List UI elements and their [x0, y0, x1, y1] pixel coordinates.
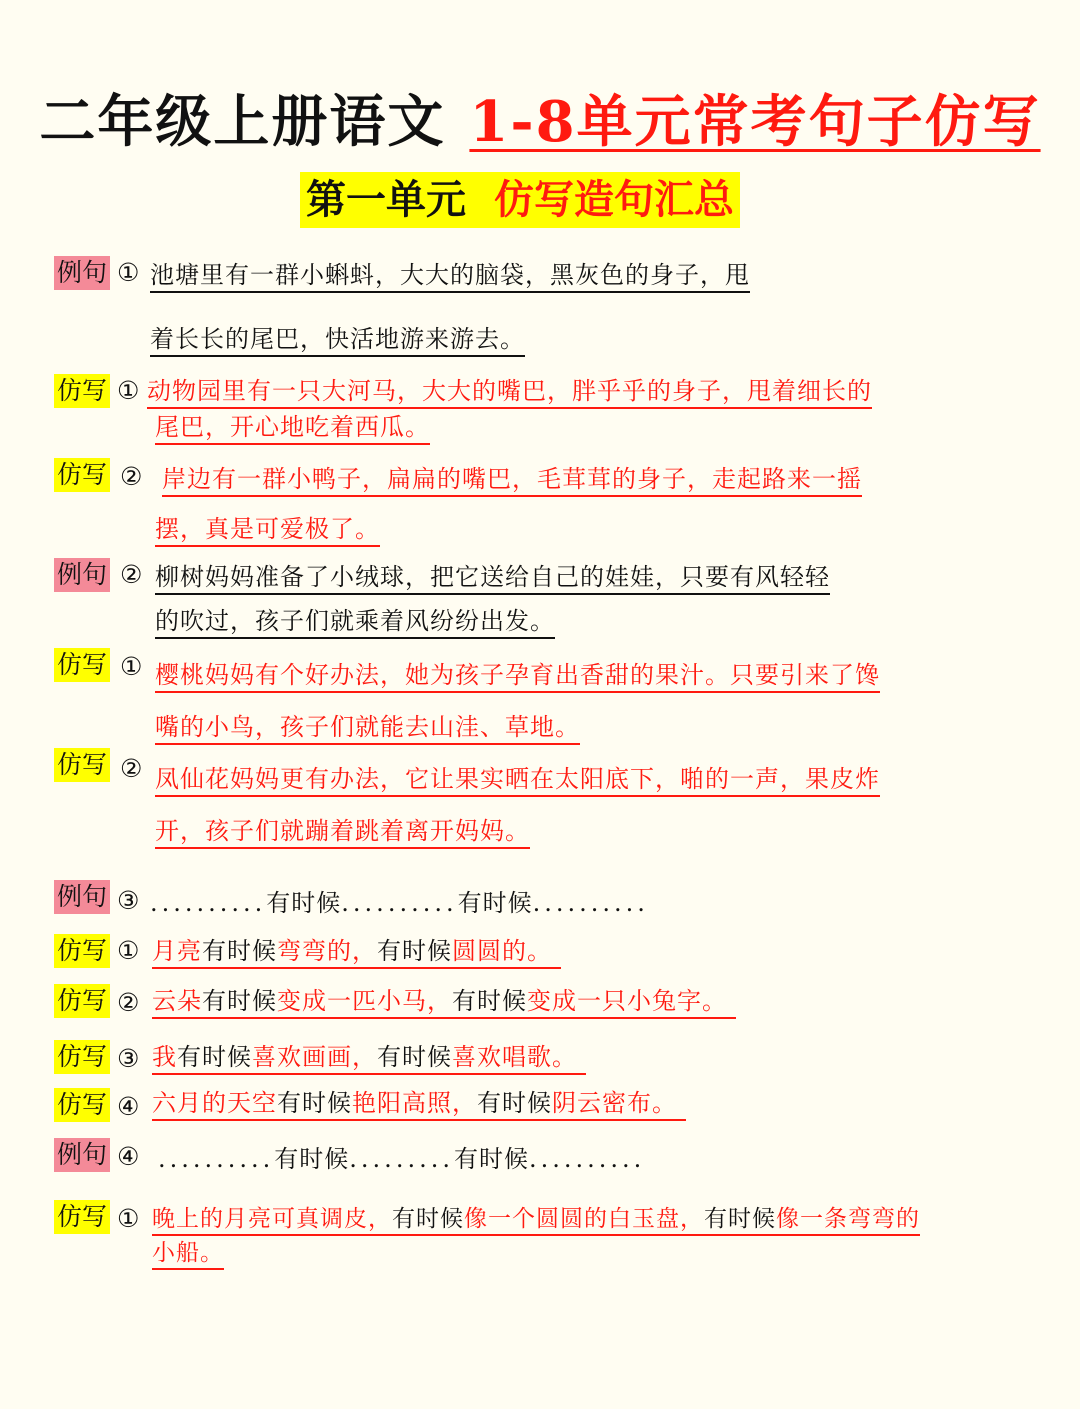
imitation-1-1-line-1: 动物园里有一只大河马，大大的嘴巴，胖乎乎的身子，甩着细长的 [147, 374, 872, 408]
example-4-pattern: ..........有时候.........有时候.......... [158, 1145, 646, 1173]
item-number: ① [117, 376, 140, 405]
imitation-3-3: 我有时候喜欢画画，有时候喜欢唱歌。 [152, 1040, 586, 1074]
imitate-label: 仿写 [54, 374, 110, 408]
imitation-3-2: 云朵有时候变成一匹小马，有时候变成一只小兔字。 [152, 984, 736, 1018]
imitate-label: 仿写 [54, 1088, 110, 1122]
imitation-2-2-line-2: 开，孩子们就蹦着跳着离开妈妈。 [155, 814, 539, 848]
unit-topic: 仿写造句汇总 [494, 176, 734, 223]
example-2-line-1: 柳树妈妈准备了小绒球，把它送给自己的娃娃，只要有风轻轻 [155, 560, 830, 594]
item-number: ③ [117, 886, 140, 915]
example-label: 例句 [54, 1138, 110, 1172]
example-3-pattern: ..........有时候..........有时候.......... [150, 889, 649, 917]
imitate-label: 仿写 [54, 458, 110, 492]
item-number: ① [117, 936, 140, 965]
imitate-label: 仿写 [54, 934, 110, 968]
page-title [0, 78, 1080, 158]
example-1-line-1: 池塘里有一群小蝌蚪，大大的脑袋，黑灰色的身子，甩 [150, 258, 750, 292]
imitation-1-2-line-1: 岸边有一群小鸭子，扁扁的嘴巴，毛茸茸的身子，走起路来一摇 [162, 462, 862, 496]
imitation-2-2-line-1: 凤仙花妈妈更有办法，它让果实晒在太阳底下，啪的一声，果皮炸 [155, 762, 880, 796]
imitate-label: 仿写 [54, 984, 110, 1018]
imitation-4-1-line-1: 晚上的月亮可真调皮，有时候像一个圆圆的白玉盘，有时候像一条弯弯的 [152, 1202, 920, 1236]
imitate-label: 仿写 [54, 748, 110, 782]
item-number: ② [120, 560, 143, 589]
unit-heading [300, 172, 740, 228]
title-topic: 1-8单元常考句子仿写 [469, 89, 1041, 155]
item-number: ④ [117, 1142, 140, 1171]
imitation-4-1-line-2: 小船。 [152, 1236, 232, 1270]
item-number: ④ [117, 1092, 140, 1121]
imitation-2-1-line-2: 嘴的小鸟，孩子们就能去山洼、草地。 [155, 710, 589, 744]
imitate-label: 仿写 [54, 648, 110, 682]
item-number: ② [117, 988, 140, 1017]
example-label: 例句 [54, 880, 110, 914]
imitate-label: 仿写 [54, 1200, 110, 1234]
imitation-1-2-line-2: 摆，真是可爱极了。 [155, 512, 380, 546]
example-label: 例句 [54, 256, 110, 290]
item-number: ② [120, 462, 143, 491]
example-1-line-2: 着长长的尾巴，快活地游来游去。 [150, 322, 542, 356]
title-grade: 二年级上册语文 [39, 89, 446, 155]
example-2-line-2: 的吹过，孩子们就乘着风纷纷出发。 [155, 604, 564, 638]
imitation-2-1-line-1: 樱桃妈妈有个好办法，她为孩子孕育出香甜的果汁。只要引来了馋 [155, 658, 880, 692]
item-number: ② [120, 754, 143, 783]
unit-name: 第一单元 [306, 176, 466, 223]
imitation-3-1: 月亮有时候弯弯的，有时候圆圆的。 [152, 934, 561, 968]
item-number: ① [120, 652, 143, 681]
imitation-3-4: 六月的天空有时候艳阳高照，有时候阴云密布。 [152, 1086, 686, 1120]
item-number: ① [117, 258, 140, 287]
imitation-1-1-line-2: 尾巴，开心地吃着西瓜。 [155, 410, 430, 444]
item-number: ① [117, 1204, 140, 1233]
example-label: 例句 [54, 558, 110, 592]
item-number: ③ [117, 1044, 140, 1073]
imitate-label: 仿写 [54, 1040, 110, 1074]
